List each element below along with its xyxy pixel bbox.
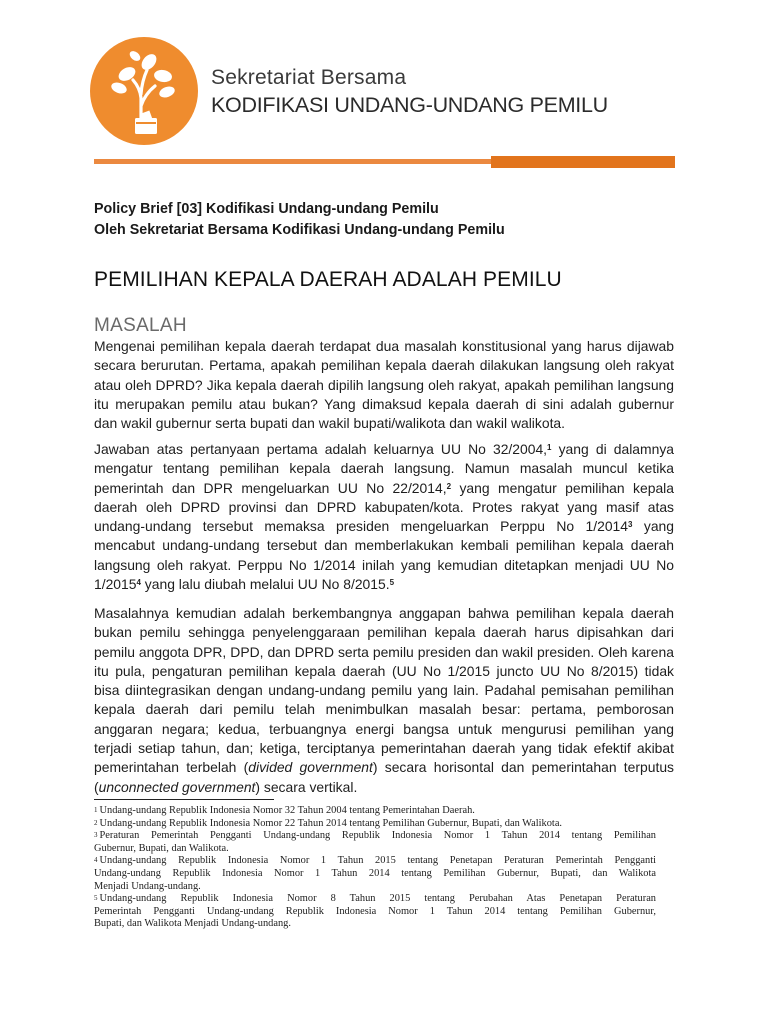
footnote-line [94, 805, 656, 818]
paragraph-line [94, 758, 674, 777]
text-run: ) secara vertikal. [255, 778, 358, 795]
tree-ballot-box-logo [89, 36, 199, 146]
text-run: yang lalu diubah melalui UU No 8/2015. [140, 576, 390, 593]
paragraph-line: atau oleh DPRD? Jika kepala daerah dipilih langsung oleh rakyat, apakah pemilihan langsung [94, 376, 674, 393]
document-title: PEMILIHAN KEPALA DAERAH ADALAH PEMILU [94, 268, 562, 291]
paragraph-line: mengatur tentang pemilihan kepala daerah langsung. Namun masalah muncul ketika [94, 460, 674, 477]
policy-brief-author: Oleh Sekretariat Bersama Kodifikasi Undang-undang Pemilu [94, 222, 505, 238]
text-run: Jawaban atas pertanyaan pertama adalah keluarnya UU No 32/2004, [94, 441, 548, 457]
paragraph-line: kepala daerah dari pemilu telah menimbulkan masalah besar: pertama, pemborosan [94, 701, 674, 718]
footnote-ref-2[interactable]: 2 [446, 481, 452, 491]
footnote-ref-5[interactable]: 5 [389, 578, 395, 588]
footnote-text: Undang-undang Republik Indonesia Nomor 22 Tahun 2014 tentang Pemilihan Gubernur, Bupati, dan Walikota. [99, 817, 563, 829]
text-run: pemerintah dan DPR mengeluarkan UU No 22/2014, [94, 479, 447, 496]
paragraph-2 [94, 440, 674, 594]
footnote-number: 2 [94, 818, 98, 827]
text-run: yang di dalamnya [551, 441, 674, 457]
footnote-line [94, 830, 656, 843]
paragraph-line [94, 479, 674, 498]
paragraph-line [94, 778, 674, 797]
paragraph-1 [94, 337, 674, 433]
footnote-ref-3[interactable]: 3 [628, 520, 633, 530]
text-run: 1/2015 [94, 576, 137, 593]
footnote-text: Undang-undang Republik Indonesia Nomor 32 Tahun 2004 tentang Pemerintahan Daerah. [99, 805, 475, 816]
footnote-line: Bupati, dan Walikota Menjadi Undang-undang. [94, 918, 291, 930]
paragraph-line: bukan pemilu sehingga penyelenggaraan pemilihan kepala daerah harus dipisahkan dari [94, 624, 674, 641]
footnotes [94, 805, 656, 931]
footnote-line: Gubernur, Bupati, dan Walikota. [94, 842, 229, 854]
paragraph-line [94, 440, 674, 459]
footnote-number: 1 [94, 806, 98, 814]
paragraph-line: daerah oleh DPRD provinsi dan DPRD kabupaten/kota. Protes rakyat yang masif atas [94, 498, 674, 515]
header-divider [94, 156, 675, 168]
paragraph-line: mencabut undang-undang tersebut dan memberlakukan kembali pemilihan kepala daerah [94, 537, 674, 554]
paragraph-line: anggaran negara; kedua, terbuangnya energi bangsa untuk mengurusi pemilihan yang [94, 720, 674, 737]
paragraph-line: dan wakil gubernur serta bupati dan wakil bupati/walikota dan wakil walikota. [94, 415, 566, 432]
footnote-text: Undang-undang Republik Indonesia Nomor 8 Tahun 2015 tentang Perubahan Atas Penetapan Peraturan [99, 893, 656, 905]
footnote-line: Menjadi Undang-undang. [94, 880, 201, 892]
paragraph-line: bisa diintegrasikan dengan undang-undang pemilu yang lain. Padahal pemisahan pemilihan [94, 682, 674, 699]
footnote-number: 4 [94, 856, 98, 865]
footnote-ref-1[interactable]: 1 [547, 443, 552, 452]
header-divider-thin [94, 159, 491, 164]
header-divider-thick [491, 156, 675, 168]
paragraph-line: itu merupakan pemilu atau bukan? Yang dimaksud kepala daerah di sini adalah gubernur [94, 395, 674, 412]
paragraph-3 [94, 604, 674, 797]
text-run: ) secara horisontal dan pemerintahan terputus [372, 759, 674, 776]
footnote-5 [94, 893, 656, 931]
footnote-separator [94, 799, 274, 800]
paragraph-line: itu pula, pengaturan pemilihan kepala daerah (UU No 1/2015 juncto UU No 8/2015) tidak [94, 662, 674, 679]
footnote-line [94, 855, 656, 868]
footnote-line: Undang-undang Republik Indonesia Nomor 1 Tahun 2014 tentang Pemilihan Gubernur, Bupati, dan Walikota [94, 867, 656, 879]
text-run: ( [94, 778, 99, 795]
text-run: pemerintahan terbelah ( [94, 759, 249, 776]
paragraph-line: Mengenai pemilihan kepala daerah terdapat dua masalah konstitusional yang harus dijawab [94, 338, 674, 354]
org-name-line1: Sekretariat Bersama [211, 66, 407, 89]
text-run: yang mengatur pemilihan kepala [451, 479, 674, 496]
italic-term: divided government [248, 759, 373, 776]
paragraph-line: terjadi setiap tahun, dan; ketiga, terciptanya pemerintahan daerah yang tidak efektif akibat [94, 740, 674, 757]
footnote-ref-4[interactable]: 4 [136, 578, 141, 588]
footnote-line: Pemerintah Pengganti Undang-undang Republik Indonesia Nomor 1 Tahun 2014 tentang Pemilihan Gubernur, [94, 905, 656, 917]
footnote-3 [94, 830, 656, 855]
text-run: undang-undang tersebut memaksa presiden mengeluarkan Perppu No 1/2014 [94, 518, 629, 535]
paragraph-line: langsung oleh rakyat. Perppu No 1/2014 inilah yang kemudian ditetapkan menjadi UU No [94, 556, 674, 573]
footnote-1 [94, 805, 656, 818]
paragraph-line [94, 517, 674, 536]
footnote-number: 5 [94, 894, 98, 903]
footnote-text: Undang-undang Republik Indonesia Nomor 1 Tahun 2015 tentang Penetapan Peraturan Pemerintah Pengganti [99, 855, 656, 867]
paragraph-line: secara berurutan. Pertama, apakah pemilihan kepala daerah dilakukan langsung oleh rakyat [94, 357, 674, 374]
paragraph-line: pemilu anggota DPR, DPD, dan DPRD serta pemilu presiden dan wakil presiden. Oleh karena [94, 643, 674, 660]
footnote-line [94, 818, 656, 831]
footnote-number: 3 [94, 831, 98, 840]
footnote-4 [94, 855, 656, 893]
org-name-line2: KODIFIKASI UNDANG-UNDANG PEMILU [211, 93, 608, 117]
section-heading: MASALAH [94, 315, 187, 336]
italic-term: unconnected government [98, 778, 256, 795]
footnote-2 [94, 818, 656, 831]
footnote-text: Peraturan Pemerintah Pengganti Undang-undang Republik Indonesia Nomor 1 Tahun 2014 tentang Pemilihan [99, 830, 656, 842]
paragraph-line [94, 575, 674, 594]
text-run: yang [632, 518, 675, 535]
footnote-line [94, 893, 656, 906]
paragraph-line: Masalahnya kemudian adalah berkembangnya anggapan bahwa pemilihan kepala daerah [94, 605, 674, 621]
policy-brief-title: Policy Brief [03] Kodifikasi Undang-undang Pemilu [94, 201, 439, 217]
